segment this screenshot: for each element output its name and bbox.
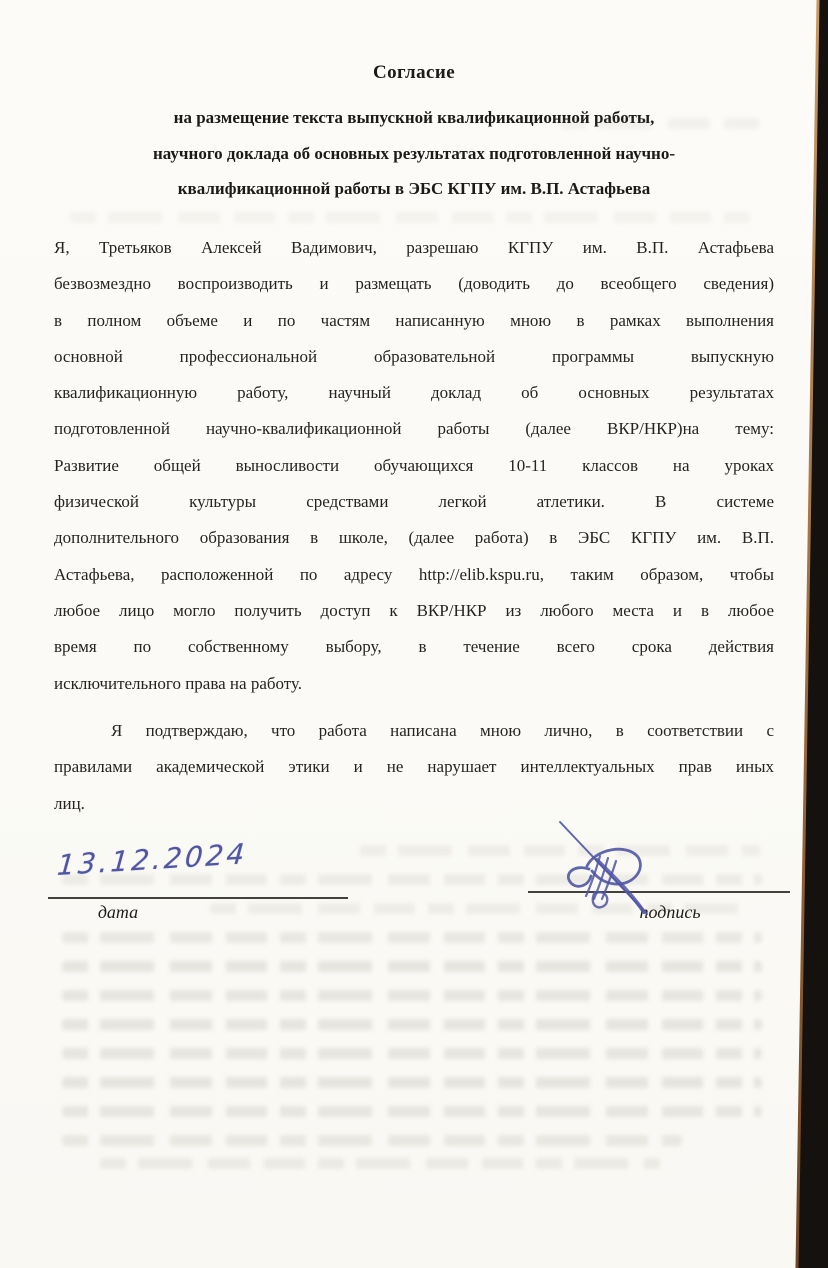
date-label: дата: [97, 902, 139, 922]
bleedthrough-row: [62, 1077, 762, 1088]
body-line: дополнительного образования в школе, (далее работа) в ЭБС КГПУ им. В.П.: [54, 528, 774, 548]
body-line: безвозмездно воспроизводить и размещать (доводить до всеобщего сведения): [54, 274, 774, 294]
body-line: лиц.: [54, 793, 85, 813]
handwritten-date: 13.12.2024: [56, 837, 249, 882]
body-line: любое лицо могло получить доступ к ВКР/НКР из любого места и в любое: [54, 600, 774, 620]
date-underline: [48, 897, 348, 899]
body-line: Я подтверждаю, что работа написана мною лично, в соответствии с: [111, 721, 774, 740]
body-line: Я, Третьяков Алексей Вадимович, разрешаю КГПУ им. В.П. Астафьева: [54, 238, 774, 257]
subtitle-line: научного доклада об основных результатах подготовленной научно-: [153, 143, 675, 163]
body-line: физической культуры средствами легкой атлетики. В системе: [54, 492, 774, 512]
body-line: правилами академической этики и не нарушает интеллектуальных прав иных: [54, 757, 774, 777]
body-line: Развитие общей выносливости обучающихся 10-11 классов на уроках: [54, 455, 774, 475]
bleedthrough-row: [560, 118, 760, 129]
body-line: время по собственному выбору, в течение всего срока действия: [54, 637, 774, 657]
signature-label: подпись: [639, 902, 701, 922]
body-line: подготовленной научно-квалификационной работы (далее ВКР/НКР)на тему:: [54, 419, 774, 439]
body-line: в полном объеме и по частям написанную мною в рамках выполнения: [54, 310, 774, 330]
body-line: основной профессиональной образовательной программы выпускную: [54, 346, 774, 366]
bleedthrough-row: [62, 932, 762, 943]
body-line: Астафьева, расположенной по адресу http://elib.kspu.ru, таким образом, чтобы: [54, 564, 774, 584]
body-line: исключительного права на работу.: [54, 673, 303, 693]
handwritten-signature: [543, 813, 673, 933]
consent-paragraph: [54, 230, 774, 702]
bleedthrough-row: [62, 1019, 762, 1030]
bleedthrough-row: [62, 1135, 682, 1146]
bleedthrough-row: [62, 990, 762, 1001]
confirmation-paragraph: [54, 713, 774, 822]
document-subtitle: [54, 100, 774, 207]
bleedthrough-row: [62, 1048, 762, 1059]
bleedthrough-row: [100, 1158, 660, 1169]
subtitle-line: на размещение текста выпускной квалификационной работы,: [173, 108, 655, 127]
bleedthrough-row: [62, 1106, 762, 1117]
subtitle-line: квалификационной работы в ЭБС КГПУ им. В.П. Астафьева: [177, 179, 651, 198]
body-line: квалификационную работу, научный доклад об основных результатах: [54, 383, 774, 403]
bleedthrough-row: [70, 212, 750, 223]
document-title: Согласие: [372, 62, 456, 83]
bleedthrough-row: [62, 961, 762, 972]
